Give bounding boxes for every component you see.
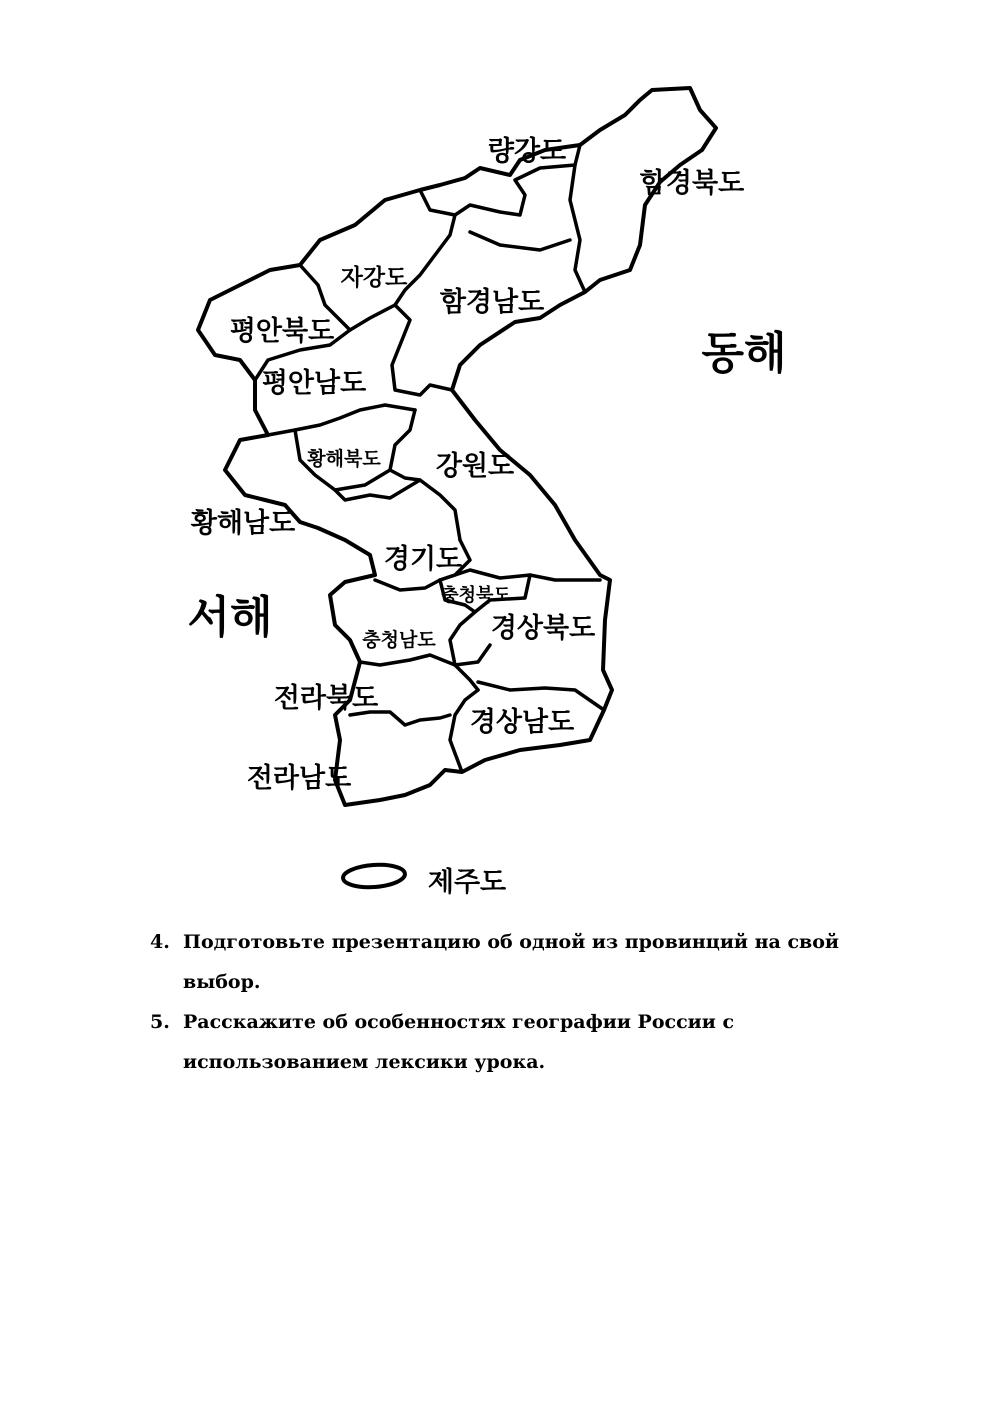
label-jeju: 제주도 [427, 867, 507, 898]
label-hamgyong-south: 함경남도 [439, 287, 545, 318]
jeju-island-shape [342, 863, 405, 889]
label-ryanggang: 량강도 [487, 136, 567, 167]
label-west-sea: 서해 [187, 592, 273, 643]
label-pyongan-north: 평안북도 [229, 316, 335, 347]
task-number: 4. [150, 931, 170, 953]
label-hwanghae-south: 황해남도 [190, 508, 296, 539]
task-item-5 [150, 1002, 910, 1082]
task-text: Подготовьте презентацию об одной из провинций на свой выбор. [183, 931, 840, 993]
label-hwanghae-north: 황해북도 [307, 448, 381, 470]
label-gyeonggi: 경기도 [383, 544, 463, 575]
task-number: 5. [150, 1011, 170, 1033]
label-chungcheong-south: 충청남도 [362, 629, 436, 651]
label-pyongan-south: 평안남도 [261, 368, 367, 399]
label-gyeongsang-south: 경상남도 [469, 707, 575, 738]
label-hamgyong-north: 함경북도 [639, 168, 745, 199]
label-chungcheong-north: 충청북도 [441, 585, 511, 606]
label-chagang: 자강도 [340, 265, 408, 291]
label-kangwon: 강원도 [435, 451, 515, 482]
label-jeolla-north: 전라북도 [273, 683, 379, 714]
task-text: Расскажите об особенностях географии России с использованием лексики урока. [183, 1011, 735, 1073]
label-gyeongsang-north: 경상북도 [490, 613, 596, 644]
label-east-sea: 동해 [701, 328, 787, 379]
task-item-4 [150, 922, 910, 1002]
task-list [150, 922, 910, 1082]
label-jeolla-south: 전라남도 [246, 763, 352, 794]
